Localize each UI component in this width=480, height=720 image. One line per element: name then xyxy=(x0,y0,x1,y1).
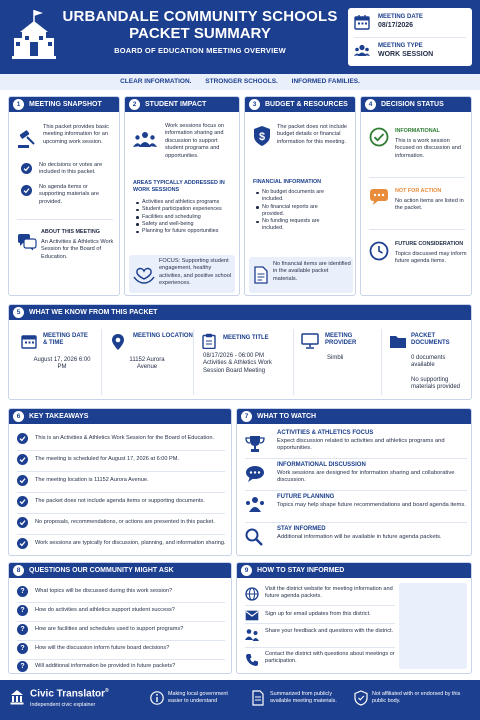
section-header xyxy=(237,563,471,578)
takeaway-item: The packet does not include agenda items or supporting documents. xyxy=(35,498,205,504)
financial-item: No funding requests are included. xyxy=(255,218,337,233)
meeting-date-label: MEETING DATE xyxy=(378,14,423,20)
feedback-people-icon xyxy=(245,628,259,642)
footer-brand-mark: ® xyxy=(105,688,109,694)
areas-item: Activities and athletics programs xyxy=(135,199,239,206)
section-what-to-watch xyxy=(236,408,472,556)
section-title: WHAT WE KNOW FROM THIS PACKET xyxy=(29,309,158,316)
check-icon xyxy=(17,517,28,528)
column-divider xyxy=(381,329,382,395)
watch-item-head: ACTIVITIES & ATHLETICS FOCUS xyxy=(277,430,374,436)
areas-item: Planning for future opportunities xyxy=(135,228,239,235)
divider xyxy=(17,219,113,220)
financial-heading: FINANCIAL INFORMATION xyxy=(253,179,322,185)
stay-informed-item: Contact the district with questions about meetings or participation. xyxy=(265,651,395,665)
section-header xyxy=(125,97,239,112)
status-future-head: FUTURE CONSIDERATION xyxy=(395,241,464,247)
info-circle-icon xyxy=(150,690,164,706)
tagline-2: STRONGER SCHOOLS. xyxy=(205,78,278,85)
section-community-questions xyxy=(8,562,232,674)
stay-informed-item: Share your feedback and questions with the district. xyxy=(265,628,394,634)
footer-brand-sub: Independent civic explainer xyxy=(30,702,96,708)
section-number: 3 xyxy=(249,99,260,110)
document-icon xyxy=(252,690,264,706)
meeting-date-value: 08/17/2026 xyxy=(378,22,414,29)
areas-item: Safety and well-being xyxy=(135,221,239,228)
focus-callout xyxy=(129,255,235,293)
status-not-for-action-head: NOT FOR ACTION xyxy=(395,188,442,194)
section-header xyxy=(9,97,119,112)
section-title: BUDGET & RESOURCES xyxy=(265,101,348,108)
divider xyxy=(17,602,225,603)
email-icon xyxy=(245,610,259,621)
question-item: How do activities and athletics support student success? xyxy=(35,607,175,613)
footer-brand-row xyxy=(30,688,109,699)
divider xyxy=(17,471,225,472)
section-title: QUESTIONS OUR COMMUNITY MIGHT ASK xyxy=(29,567,174,574)
column-divider xyxy=(293,329,294,395)
watch-item-text: Topics may help shape future recommendations and board agenda items. xyxy=(277,502,466,508)
known-provider-head: MEETING PROVIDER xyxy=(325,333,357,346)
known-location-text: 11152 Aurora Avenue xyxy=(129,357,165,371)
known-date-text: August 17, 2026 6:00 PM xyxy=(33,357,91,371)
section-budget-resources xyxy=(244,96,356,296)
page-footer xyxy=(0,680,480,720)
section-title: MEETING SNAPSHOT xyxy=(29,101,102,108)
calendar-icon xyxy=(354,14,370,30)
areas-heading: AREAS TYPICALLY ADDRESSED IN WORK SESSIONS xyxy=(133,180,225,193)
footer-brand: Civic Translator xyxy=(30,688,106,700)
meeting-type-value: WORK SESSION xyxy=(378,51,434,58)
clipboard-icon xyxy=(201,333,217,349)
section-number: 5 xyxy=(13,307,24,318)
section-header xyxy=(237,409,471,424)
section-what-we-know xyxy=(8,304,472,400)
people-planning-icon xyxy=(245,496,265,514)
watch-item-text: Work sessions are designed for information sharing and collaborative discussion. xyxy=(277,470,455,484)
section-header xyxy=(9,409,231,424)
budget-intro: The packet does not include budget details or financial information for this meeting. xyxy=(277,124,347,145)
section-header xyxy=(9,305,471,320)
page-header xyxy=(0,0,480,74)
watch-item-text: Expect discussion related to activities and athletics programs and opportunities. xyxy=(277,438,445,452)
chat-bubbles-icon xyxy=(17,233,37,251)
divider xyxy=(245,490,467,491)
tagline-1: CLEAR INFORMATION. xyxy=(120,78,192,85)
monitor-icon xyxy=(301,333,319,349)
about-heading: ABOUT THIS MEETING xyxy=(41,229,100,235)
phone-icon xyxy=(245,653,259,667)
snapshot-item-1: No decisions or votes are included in this packet. xyxy=(39,162,103,176)
section-number: 6 xyxy=(13,411,24,422)
calendar-icon xyxy=(21,333,37,349)
focus-text: FOCUS: Supporting student engagement, healthy activities, and positive school experiences. xyxy=(159,258,232,287)
group-people-icon xyxy=(354,43,370,59)
check-icon xyxy=(17,538,28,549)
column-divider xyxy=(101,329,102,395)
question-item: How are facilities and schedules used to support programs? xyxy=(35,626,184,632)
section-stay-informed xyxy=(236,562,472,674)
financial-note-callout xyxy=(249,257,353,293)
known-documents-note: No supporting materials provided xyxy=(411,377,461,391)
section-header xyxy=(245,97,355,112)
known-title-head: MEETING TITLE xyxy=(223,335,269,341)
section-meeting-snapshot xyxy=(8,96,120,296)
meeting-meta-box xyxy=(348,8,472,66)
divider xyxy=(17,621,225,622)
known-location-head: MEETING LOCATION xyxy=(133,333,193,339)
watch-item-head: FUTURE PLANNING xyxy=(277,494,335,500)
section-number: 8 xyxy=(13,565,24,576)
students-icon xyxy=(133,131,157,149)
financial-item: No financial reports are provided. xyxy=(255,204,337,219)
section-decision-status xyxy=(360,96,472,296)
watch-item-head: INFORMATIONAL DISCUSSION xyxy=(277,462,366,468)
stay-informed-item: Sign up for email updates from this district. xyxy=(265,611,371,617)
dollar-shield-icon xyxy=(253,125,271,147)
snapshot-item-2: No agenda items or supporting materials are provided. xyxy=(39,184,100,205)
question-icon: ? xyxy=(17,661,28,672)
snapshot-intro: This packet provides basic meeting information for an upcoming work session. xyxy=(43,124,109,145)
discussion-bubble-icon xyxy=(245,465,265,483)
footer-text-1: Making local government easier to understand xyxy=(168,691,228,704)
footer-text-3: Not affiliated with or endorsed by this public body. xyxy=(372,691,461,704)
divider xyxy=(17,450,225,451)
divider xyxy=(245,623,395,624)
page-title: URBANDALE COMMUNITY SCHOOLS xyxy=(62,8,338,25)
check-icon xyxy=(17,454,28,465)
divider xyxy=(17,513,225,514)
tagline-bar xyxy=(0,74,480,90)
stay-informed-item: Visit the district website for meeting information and future agenda packets. xyxy=(265,586,393,600)
folder-icon xyxy=(389,333,407,349)
takeaway-item: Work sessions are typically for discussion, planning, and information sharing. xyxy=(35,540,226,546)
section-number: 1 xyxy=(13,99,24,110)
page-title-line2: PACKET SUMMARY xyxy=(129,25,271,42)
divider xyxy=(245,647,395,648)
divider xyxy=(369,229,465,230)
section-student-impact xyxy=(124,96,240,296)
capitol-icon xyxy=(10,689,24,705)
meeting-type-label: MEETING TYPE xyxy=(378,43,423,49)
section-header xyxy=(9,563,231,578)
question-item: How will the discussion inform future board decisions? xyxy=(35,645,170,651)
section-title: HOW TO STAY INFORMED xyxy=(257,567,345,574)
meta-divider xyxy=(354,37,466,38)
known-documents-head: PACKET DOCUMENTS xyxy=(411,333,450,346)
svg-text:$: $ xyxy=(258,131,266,143)
takeaway-item: The meeting location is 11152 Aurora Avenue. xyxy=(35,477,149,483)
about-text: An Activities & Athletics Work Session for the Board of Education. xyxy=(41,239,114,260)
section-number: 7 xyxy=(241,411,252,422)
financial-list xyxy=(255,189,337,233)
watch-item-head: STAY INFORMED xyxy=(277,526,326,532)
takeaway-item: This is an Activities & Athletics Work Session for the Board of Education. xyxy=(35,435,214,441)
school-building-icon xyxy=(12,8,56,66)
meeting-date-row xyxy=(354,12,468,36)
document-icon xyxy=(253,266,269,284)
question-icon: ? xyxy=(17,605,28,616)
chat-bubble-icon xyxy=(369,188,389,206)
check-icon xyxy=(21,163,32,174)
known-title-text: 08/17/2026 - 06:00 PM Activities & Athletics Work Session Board Meeting xyxy=(203,353,272,374)
page-subtitle: BOARD OF EDUCATION MEETING OVERVIEW xyxy=(114,46,286,55)
clock-icon xyxy=(369,241,389,261)
section-number: 4 xyxy=(365,99,376,110)
shield-icon xyxy=(354,690,368,706)
section-number: 9 xyxy=(241,565,252,576)
section-title: WHAT TO WATCH xyxy=(257,413,317,420)
divider xyxy=(17,640,225,641)
globe-icon xyxy=(245,587,259,601)
section-title: KEY TAKEAWAYS xyxy=(29,413,89,420)
takeaway-item: No proposals, recommendations, or actions are presented in this packet. xyxy=(35,519,215,525)
status-informational-text: This is a work session focused on discussion and information. xyxy=(395,138,461,159)
check-icon xyxy=(17,475,28,486)
divider xyxy=(369,177,465,178)
section-header xyxy=(361,97,471,112)
question-icon: ? xyxy=(17,643,28,654)
status-informational-head: INFORMATIONAL xyxy=(395,128,440,134)
question-icon: ? xyxy=(17,586,28,597)
divider xyxy=(17,492,225,493)
tagline-3: INFORMED FAMILIES. xyxy=(291,78,360,85)
status-future-text: Topics discussed may inform future agenda items. xyxy=(395,251,467,265)
trophy-icon xyxy=(245,435,265,453)
stay-informed-graphic-panel xyxy=(399,583,467,669)
footer-text-2: Summarized from publicly available meeting materials. xyxy=(270,691,337,704)
question-item: What topics will be discussed during this work session? xyxy=(35,588,173,594)
divider xyxy=(17,659,225,660)
areas-item: Student participation experiences xyxy=(135,206,239,213)
divider xyxy=(245,522,467,523)
divider xyxy=(17,534,225,535)
section-title: STUDENT IMPACT xyxy=(145,101,207,108)
check-icon xyxy=(17,433,28,444)
takeaway-item: The meeting is scheduled for August 17, 2026 at 6:00 PM. xyxy=(35,456,179,462)
question-icon: ? xyxy=(17,624,28,635)
watch-item-text: Additional information will be available in future agenda packets. xyxy=(277,534,442,540)
areas-item: Facilities and scheduling xyxy=(135,214,239,221)
heart-hands-icon xyxy=(133,263,155,285)
question-item: Will additional information be provided in future packets? xyxy=(35,663,176,669)
check-icon xyxy=(17,496,28,507)
divider xyxy=(245,458,467,459)
known-date-head: MEETING DATE & TIME xyxy=(43,333,88,346)
section-key-takeaways xyxy=(8,408,232,556)
status-not-for-action-text: No action items are listed in the packet. xyxy=(395,198,464,212)
section-title: DECISION STATUS xyxy=(381,101,444,108)
areas-list xyxy=(135,199,239,235)
check-circle-icon xyxy=(369,127,389,147)
impact-intro: Work sessions focus on information sharing and discussion to support student programs and opportunities. xyxy=(165,123,224,159)
column-divider xyxy=(193,329,194,395)
divider xyxy=(245,605,395,606)
check-icon xyxy=(21,185,32,196)
financial-note: No financial items are identified in the available packet materials. xyxy=(273,261,351,282)
financial-item: No budget documents are included. xyxy=(255,189,337,204)
gavel-icon xyxy=(17,127,39,149)
map-pin-icon xyxy=(111,333,125,351)
meeting-type-row xyxy=(354,41,468,65)
known-documents-count: 0 documents available xyxy=(411,355,446,369)
magnifier-icon xyxy=(245,528,263,546)
section-number: 2 xyxy=(129,99,140,110)
known-provider-text: Simbli xyxy=(327,355,344,361)
